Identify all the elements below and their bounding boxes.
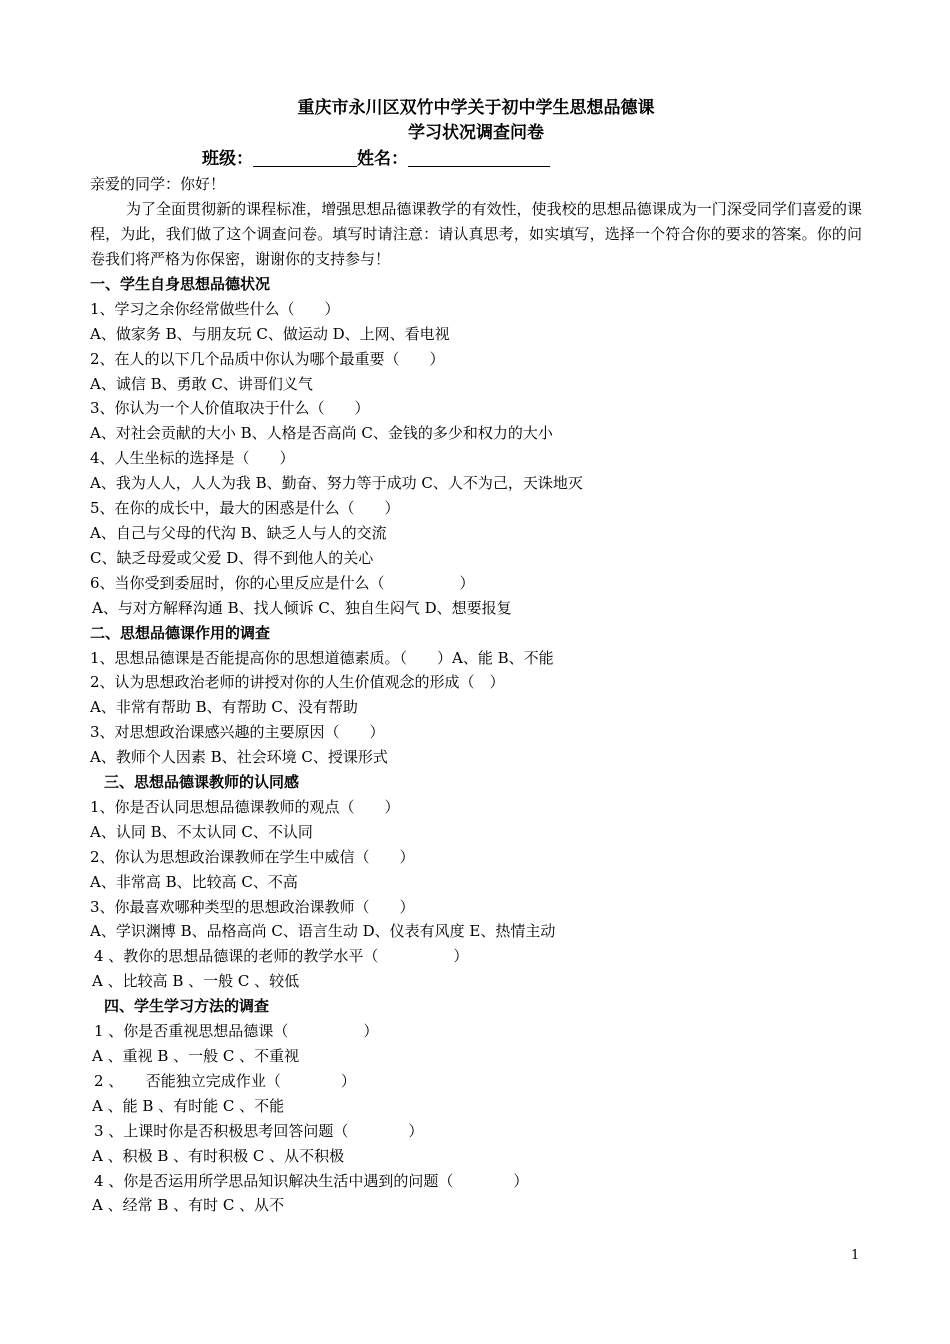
question-line: 4、人生坐标的选择是（ ） <box>90 449 295 468</box>
option-line: A、做家务 B、与朋友玩 C、做运动 D、上网、看电视 <box>90 324 450 343</box>
question-line: 1、思想品德课是否能提高你的思想道德素质。（ ）A、能 B、不能 <box>90 648 554 667</box>
section-heading: 一、学生自身思想品德状况 <box>90 274 271 293</box>
option-line: A、我为人人，人人为我 B、勤奋、努力等于成功 C、人不为己，天诛地灭 <box>90 474 583 493</box>
option-line: A、与对方解释沟通 B、找人倾诉 C、独自生闷气 D、想要报复 <box>92 598 512 617</box>
option-line: A 、重视 B 、一般 C 、不重视 <box>92 1047 300 1065</box>
option-line: A、自己与父母的代沟 B、缺乏人与人的交流 <box>90 523 387 542</box>
option-line: A、教师个人因素 B、社会环境 C、授课形式 <box>90 748 388 767</box>
document-title: 重庆市永川区双竹中学关于初中学生思想品德课 <box>297 98 655 118</box>
option-line: A、对社会贡献的大小 B、人格是否高尚 C、金钱的多少和权力的大小 <box>90 424 553 443</box>
name-label: 姓名： <box>357 149 408 169</box>
section-heading: 二、思想品德课作用的调查 <box>90 623 271 642</box>
option-line: A、诚信 B、勇敢 C、讲哥们义气 <box>90 374 313 393</box>
document-subtitle: 学习状况调查问卷 <box>408 123 544 143</box>
class-label: 班级： <box>202 149 253 169</box>
option-line: A 、比较高 B 、一般 C 、较低 <box>92 972 300 991</box>
page-number: 1 <box>851 1248 860 1263</box>
document-content <box>90 96 862 1218</box>
question-line: 1、你是否认同思想品德课教师的观点（ ） <box>90 797 400 816</box>
question-line: 5、在你的成长中，最大的困惑是什么（ ） <box>90 499 400 518</box>
option-line: A、认同 B、不太认同 C、不认同 <box>90 822 313 841</box>
option-line: A 、经常 B 、有时 C 、从不 <box>92 1196 285 1215</box>
option-line: A 、能 B 、有时能 C 、不能 <box>92 1096 285 1115</box>
option-line: C、缺乏母爱或父爱 D、得不到他人的关心 <box>90 548 374 567</box>
question-line: 2、认为思想政治老师的讲授对你的人生价值观念的形成（ ） <box>90 673 505 692</box>
question-line: 6、当你受到委屈时，你的心里反应是什么（ ） <box>90 573 475 592</box>
question-line: 3、你认为一个人价值取决于什么（ ） <box>90 399 370 418</box>
student-info-fields <box>90 146 862 172</box>
greeting: 亲爱的同学：你好！ <box>90 175 226 193</box>
class-blank-line[interactable] <box>253 148 357 167</box>
option-line: A、非常有帮助 B、有帮助 C、没有帮助 <box>90 698 358 717</box>
option-line: A 、积极 B 、有时积极 C 、从不积极 <box>92 1146 345 1165</box>
option-line: A、非常高 B、比较高 C、不高 <box>90 872 298 891</box>
question-line: 1 、你是否重视思想品德课（ ） <box>94 1022 379 1041</box>
question-line: 3 、上课时你是否积极思考回答问题（ ） <box>94 1121 424 1140</box>
question-line: 3、你最喜欢哪种类型的思想政治课教师（ ） <box>90 897 415 916</box>
question-line: 2、在人的以下几个品质中你认为哪个最重要（ ） <box>90 349 445 368</box>
intro-paragraph: 为了全面贯彻新的课程标准，增强思想品德课教学的有效性，使我校的思想品德课成为一门深受同学们喜爱的课程，为此，我们做了这个调查问卷。填写时请注意：请认真思考，如实填写，选择一个符合你的要求的答案。你的问卷我们将严格为你保密，谢谢你的支持参与！ <box>90 199 862 268</box>
question-line: 2 、 否能独立完成作业（ ） <box>94 1071 356 1090</box>
name-blank-line[interactable] <box>408 148 550 167</box>
section-heading: 四、学生学习方法的调查 <box>104 997 270 1016</box>
question-line: 4 、教你的思想品德课的老师的教学水平（ ） <box>94 947 469 966</box>
question-line: 1、学习之余你经常做些什么（ ） <box>90 299 340 318</box>
question-line: 2、你认为思想政治课教师在学生中威信（ ） <box>90 847 415 866</box>
question-line: 3、对思想政治课感兴趣的主要原因（ ） <box>90 723 385 742</box>
question-line: 4 、你是否运用所学思品知识解决生活中遇到的问题（ ） <box>94 1171 529 1190</box>
section-heading: 三、思想品德课教师的认同感 <box>104 773 300 792</box>
option-line: A、学识渊博 B、品格高尚 C、语言生动 D、仪表有风度 E、热情主动 <box>90 922 556 941</box>
